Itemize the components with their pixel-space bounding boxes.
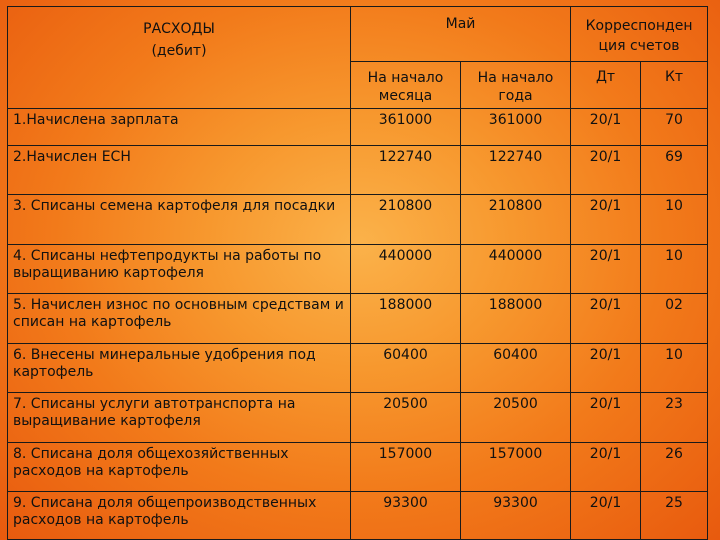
row-debit: 20/1 [571,393,641,443]
row-credit: 25 [641,492,708,540]
row-debit: 20/1 [571,244,641,294]
row-month-value: 157000 [351,442,461,492]
start-month-header [351,61,461,109]
row-debit: 20/1 [571,343,641,393]
row-year-value: 20500 [461,393,571,443]
correspondence-header [571,7,708,62]
row-description: 2.Начислен ЕСН [8,145,351,195]
row-debit: 20/1 [571,294,641,344]
row-description: 8. Списана доля общехозяйственных расходов на картофель [8,442,351,492]
debit-header [571,61,641,109]
row-year-value: 188000 [461,294,571,344]
row-year-value: 157000 [461,442,571,492]
table-row [8,393,708,443]
row-debit: 20/1 [571,145,641,195]
table-row [8,244,708,294]
row-credit: 10 [641,244,708,294]
credit-header [641,61,708,109]
row-credit: 69 [641,145,708,195]
table-row [8,492,708,540]
row-debit: 20/1 [571,442,641,492]
row-year-value: 93300 [461,492,571,540]
row-month-value: 440000 [351,244,461,294]
expenses-header [8,7,351,109]
table-row [8,145,708,195]
row-description: 5. Начислен износ по основным средствам и списан на картофель [8,294,351,344]
table-row [8,109,708,145]
table-row [8,442,708,492]
row-description: 9. Списана доля общепроизводственных расходов на картофель [8,492,351,540]
row-credit: 10 [641,195,708,245]
correspondence-header-label: Корреспонден ция счетов [585,18,693,54]
row-month-value: 210800 [351,195,461,245]
start-month-label: На начало месяца [367,69,444,104]
debit-label: Дт [595,68,616,85]
row-credit: 10 [641,343,708,393]
row-description: 6. Внесены минеральные удобрения под картофель [8,343,351,393]
row-description: 7. Списаны услуги автотранспорта на выращивание картофеля [8,393,351,443]
row-debit: 20/1 [571,109,641,145]
row-month-value: 188000 [351,294,461,344]
table-row [8,343,708,393]
row-month-value: 361000 [351,109,461,145]
row-description: 4. Списаны нефтепродукты на работы по выращиванию картофеля [8,244,351,294]
expenses-table [7,6,708,540]
row-credit: 23 [641,393,708,443]
start-year-header [461,61,571,109]
row-debit: 20/1 [571,195,641,245]
row-credit: 70 [641,109,708,145]
table-row [8,294,708,344]
row-month-value: 93300 [351,492,461,540]
row-year-value: 210800 [461,195,571,245]
table-row [8,195,708,245]
row-month-value: 60400 [351,343,461,393]
row-debit: 20/1 [571,492,641,540]
row-year-value: 440000 [461,244,571,294]
expenses-header-label: РАСХОДЫ (дебит) [143,21,215,59]
month-header [351,7,571,62]
row-year-value: 60400 [461,343,571,393]
start-year-label: На начало года [477,69,554,104]
row-description: 1.Начислена зарплата [8,109,351,145]
row-credit: 26 [641,442,708,492]
credit-label: Кт [664,68,684,85]
row-credit: 02 [641,294,708,344]
row-month-value: 20500 [351,393,461,443]
row-year-value: 122740 [461,145,571,195]
row-month-value: 122740 [351,145,461,195]
month-header-label: Май [445,16,476,32]
row-year-value: 361000 [461,109,571,145]
row-description: 3. Списаны семена картофеля для посадки [8,195,351,245]
